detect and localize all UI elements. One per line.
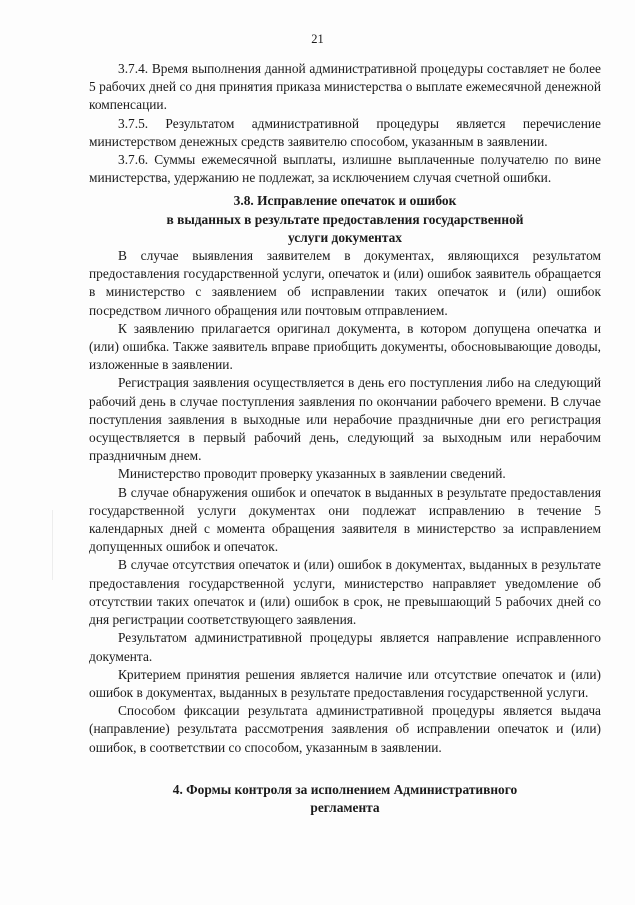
document-body: [89, 60, 601, 817]
paragraph-3-7-4: 3.7.4. Время выполнения данной административной процедуры составляет не более 5 рабочих дней со дня принятия приказа министерства о выплате ежемесячной денежной компенсации.: [89, 61, 601, 113]
paragraph: Критерием принятия решения является наличие или отсутствие опечаток и (или) ошибок в документах, выданных в результате предоставления государственной услуги.: [89, 666, 601, 700]
paragraph: Регистрация заявления осуществляется в день его поступления либо на следующий рабочий день в случае поступления заявления по окончании рабочего времени. В случае поступления заявления в выходные или нерабочие праздничные дни его регистрация осуществляется в первый рабочий день, следующий за выходным или нерабочим праздничным днем.: [89, 375, 601, 464]
page-number: 21: [311, 32, 324, 46]
paragraph: В случае отсутствия опечаток и (или) ошибок в документах, выданных в результате предоставления государственной услуги, министерство направляет уведомление об отсутствии таких опечаток и (или) ошибок в срок, не превышающий 5 рабочих дней со дня регистрации соответствующего заявления.: [89, 557, 601, 628]
paragraph: В случае выявления заявителем в документах, являющихся результатом предоставления государственной услуги, опечаток и (или) ошибок заявитель обращается в министерство с заявлением об исправлении таких опечаток и (или) ошибок посредством личного обращения или почтовым отправлением.: [89, 248, 601, 318]
section-4-heading-line: 4. Формы контроля за исполнением Административного: [172, 781, 518, 797]
paragraph: К заявлению прилагается оригинал документа, в котором допущена опечатка и (или) ошибка. Также заявитель вправе приобщить документы, обосновывающие доводы, изложенные в заявлении.: [89, 320, 601, 373]
section-4-heading: [89, 781, 601, 817]
section-3-8-heading-line: в выданных в результате предоставления государственной: [166, 211, 524, 227]
paragraph-3-7-6: 3.7.6. Суммы ежемесячной выплаты, излишне выплаченные получателю по вине министерства, удержанию не подлежат, за исключением случая счетной ошибки.: [89, 152, 601, 186]
section-3-8-heading-line: услуги документах: [287, 229, 402, 245]
paragraph: Результатом административной процедуры является направление исправленного документа.: [89, 630, 601, 664]
section-3-8-heading-line: 3.8. Исправление опечаток и ошибок: [233, 193, 457, 209]
paragraph: Министерство проводит проверку указанных в заявлении сведений.: [118, 466, 506, 482]
section-4-heading-line: регламента: [310, 799, 380, 815]
paragraph: Способом фиксации результата административной процедуры является выдача (направление) результата рассмотрения заявления об исправлении опечаток и (или) ошибок, в соответствии со способом, указанным в заявлении.: [89, 703, 601, 755]
paragraph-3-7-5: 3.7.5. Результатом административной процедуры является перечисление министерством денежных средств заявителю способом, указанным в заявлении.: [89, 115, 601, 149]
section-3-8-heading: [89, 192, 601, 247]
paragraph: В случае обнаружения ошибок и опечаток в выданных в результате предоставления государственной услуги документах они подлежат исправлению в течение 5 календарных дней с момента обращения заявителя в министерство за исправлением допущенных ошибок и опечаток.: [89, 484, 601, 555]
scan-margin-mark: [52, 510, 53, 580]
